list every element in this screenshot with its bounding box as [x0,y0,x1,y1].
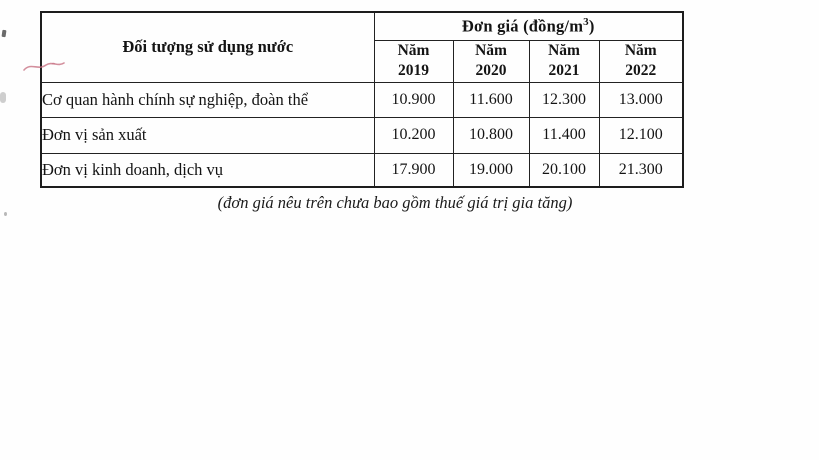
subject-column-header: Đối tượng sử dụng nước [41,12,374,82]
year-header-2019 [374,40,453,82]
price-cell: 10.200 [374,117,453,153]
price-cell: 17.900 [374,153,453,187]
unit-price-superscript: 3 [583,16,589,28]
unit-price-text: Đơn giá (đồng/m [461,16,584,36]
table-row [41,82,683,117]
year-header-word: Năm [548,42,580,59]
price-cell: 13.000 [599,82,683,117]
price-cell: 10.900 [374,82,453,117]
price-cell: 10.800 [453,117,529,153]
scan-speck [0,92,6,103]
year-header-word: Năm [397,42,430,59]
row-label-cell: Đơn vị kinh doanh, dịch vụ [41,153,374,187]
year-header-word: Năm [475,42,507,59]
price-cell: 12.300 [529,82,599,117]
table-footnote: (đơn giá nêu trên chưa bao gồm thuế giá trị gia tăng) [217,193,573,212]
year-header-2021 [529,40,599,82]
scan-speck [4,212,7,216]
year-header-value: 2022 [625,62,657,79]
year-header-2022 [599,40,683,82]
water-price-table [40,11,684,188]
scan-speck [2,30,7,37]
row-label-cell: Đơn vị sản xuất [41,117,374,153]
year-header-word: Năm [624,42,657,59]
unit-price-close-paren: ) [588,16,595,36]
year-header-value: 2020 [475,62,507,79]
unit-price-group-header [374,12,683,40]
year-header-value: 2021 [548,62,580,79]
price-cell: 21.300 [599,153,683,187]
price-cell: 11.600 [453,82,529,117]
header-row-group [41,12,683,40]
table-row [41,153,683,187]
price-cell: 20.100 [529,153,599,187]
year-header-2020 [453,40,529,82]
row-label-cell: Cơ quan hành chính sự nghiệp, đoàn thể [41,82,374,117]
year-header-value: 2019 [398,62,429,79]
table-row [41,117,683,153]
price-cell: 11.400 [529,117,599,153]
price-cell: 19.000 [453,153,529,187]
price-cell: 12.100 [599,117,683,153]
